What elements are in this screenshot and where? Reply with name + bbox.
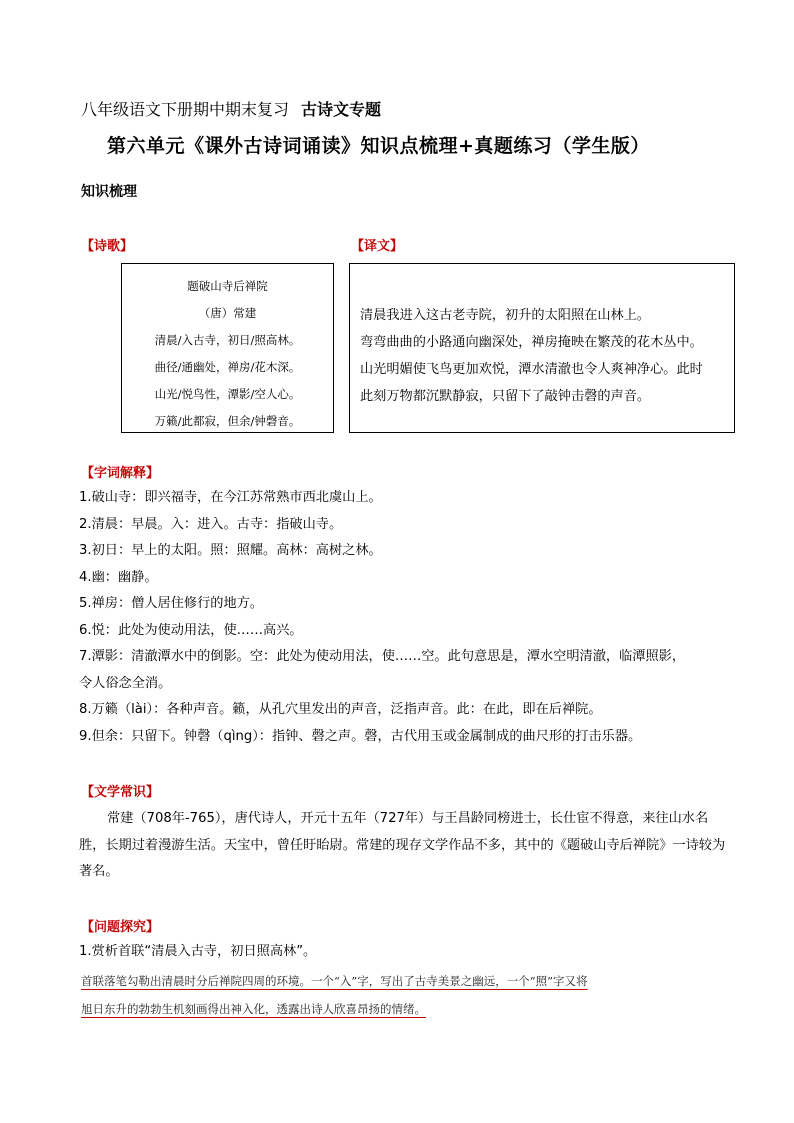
translation-line: 弯弯曲曲的小路通向幽深处，禅房掩映在繁茂的花木丛中。 <box>360 335 703 350</box>
topic-title: 古诗文专题 <box>301 100 382 119</box>
poem-tag: 【诗歌】 <box>81 239 134 254</box>
poem-line: 万籁/此都寂，但余/钟磬音。 <box>154 414 301 428</box>
glossary-tag: 【字词解释】 <box>81 466 160 481</box>
glossary-item: 2.清晨：早晨。入：进入。古寺：指破山寺。 <box>79 516 343 532</box>
poem-title: 题破山寺后禅院 <box>187 279 268 293</box>
glossary-item: 9.但余：只留下。钟磬（qìng）：指钟、磬之声。磬，古代用玉或金属制成的曲尺形的打击乐器。 <box>79 728 642 744</box>
literary-tag: 【文学常识】 <box>81 785 160 800</box>
translation-box <box>349 263 735 433</box>
poem-author: （唐）常建 <box>198 306 257 320</box>
page-title: 第六单元《课外古诗词诵读》知识点梳理+真题练习（学生版） <box>107 135 650 157</box>
glossary-list <box>79 485 729 750</box>
course-title: 八年级语文下册期中期末复习 <box>81 100 290 119</box>
glossary-item: 7.潭影：清澈潭水中的倒影。空：此处为使动用法，使……空。此句意思是，潭水空明清澈，临潭照影， <box>79 649 686 664</box>
poem-line: 曲径/通幽处，禅房/花木深。 <box>154 360 301 374</box>
translation-line: 清晨我进入这古老寺院，初升的太阳照在山林上。 <box>360 308 651 323</box>
poem-box <box>121 263 334 433</box>
glossary-item: 5.禅房：僧人居住修行的地方。 <box>79 596 264 611</box>
glossary-item: 6.悦：此处为使动用法，使……高兴。 <box>79 622 303 638</box>
glossary-item: 8.万籁（lài）：各种声音。籁，从孔穴里发出的声音，泛指声音。此：在此，即在后禅院。 <box>79 702 602 717</box>
glossary-item: 3.初日：早上的太阳。照：照耀。高林：高树之林。 <box>79 543 382 558</box>
poem-line: 清晨/入古寺，初日/照高林。 <box>154 333 301 347</box>
inquiry-answer <box>81 967 731 1023</box>
glossary-item: 1.破山寺：即兴福寺，在今江苏常熟市西北虞山上。 <box>79 490 382 505</box>
translation-tag: 【译文】 <box>351 239 404 254</box>
translation-line: 山光明媚使飞鸟更加欢悦，潭水清澈也令人爽神净心。此时 <box>360 362 703 377</box>
section-heading: 知识梳理 <box>81 184 137 200</box>
answer-line: 旭日东升的勃勃生机刻画得出神入化，透露出诗人欣喜昂扬的情绪。 <box>81 1002 426 1016</box>
poem-line: 山光/悦鸟性，潭影/空人心。 <box>154 387 301 401</box>
inquiry-question: 1.赏析首联“清晨入古寺，初日照高林”。 <box>79 944 317 959</box>
answer-line: 首联落笔勾勒出清晨时分后禅院四周的环境。一个“入”字，写出了古寺美景之幽远，一个“照”字又将 <box>81 974 588 988</box>
glossary-item: 4.幽：幽静。 <box>79 569 158 585</box>
literary-paragraph: 常建（708年-765），唐代诗人，开元十五年（727年）与王昌龄同榜进士，长仕宦不得意，来往山水名胜，长期过着漫游生活。天宝中，曾任盱眙尉。常建的现存文学作品不多，其中的《题破山寺后禅院》一诗较为著名。 <box>79 811 726 879</box>
header-line1 <box>81 97 381 120</box>
glossary-item: 令人俗念全消。 <box>79 675 172 691</box>
translation-line: 此刻万物都沉默静寂，只留下了敲钟击磬的声音。 <box>360 389 651 404</box>
inquiry-tag: 【问题探究】 <box>81 920 160 935</box>
